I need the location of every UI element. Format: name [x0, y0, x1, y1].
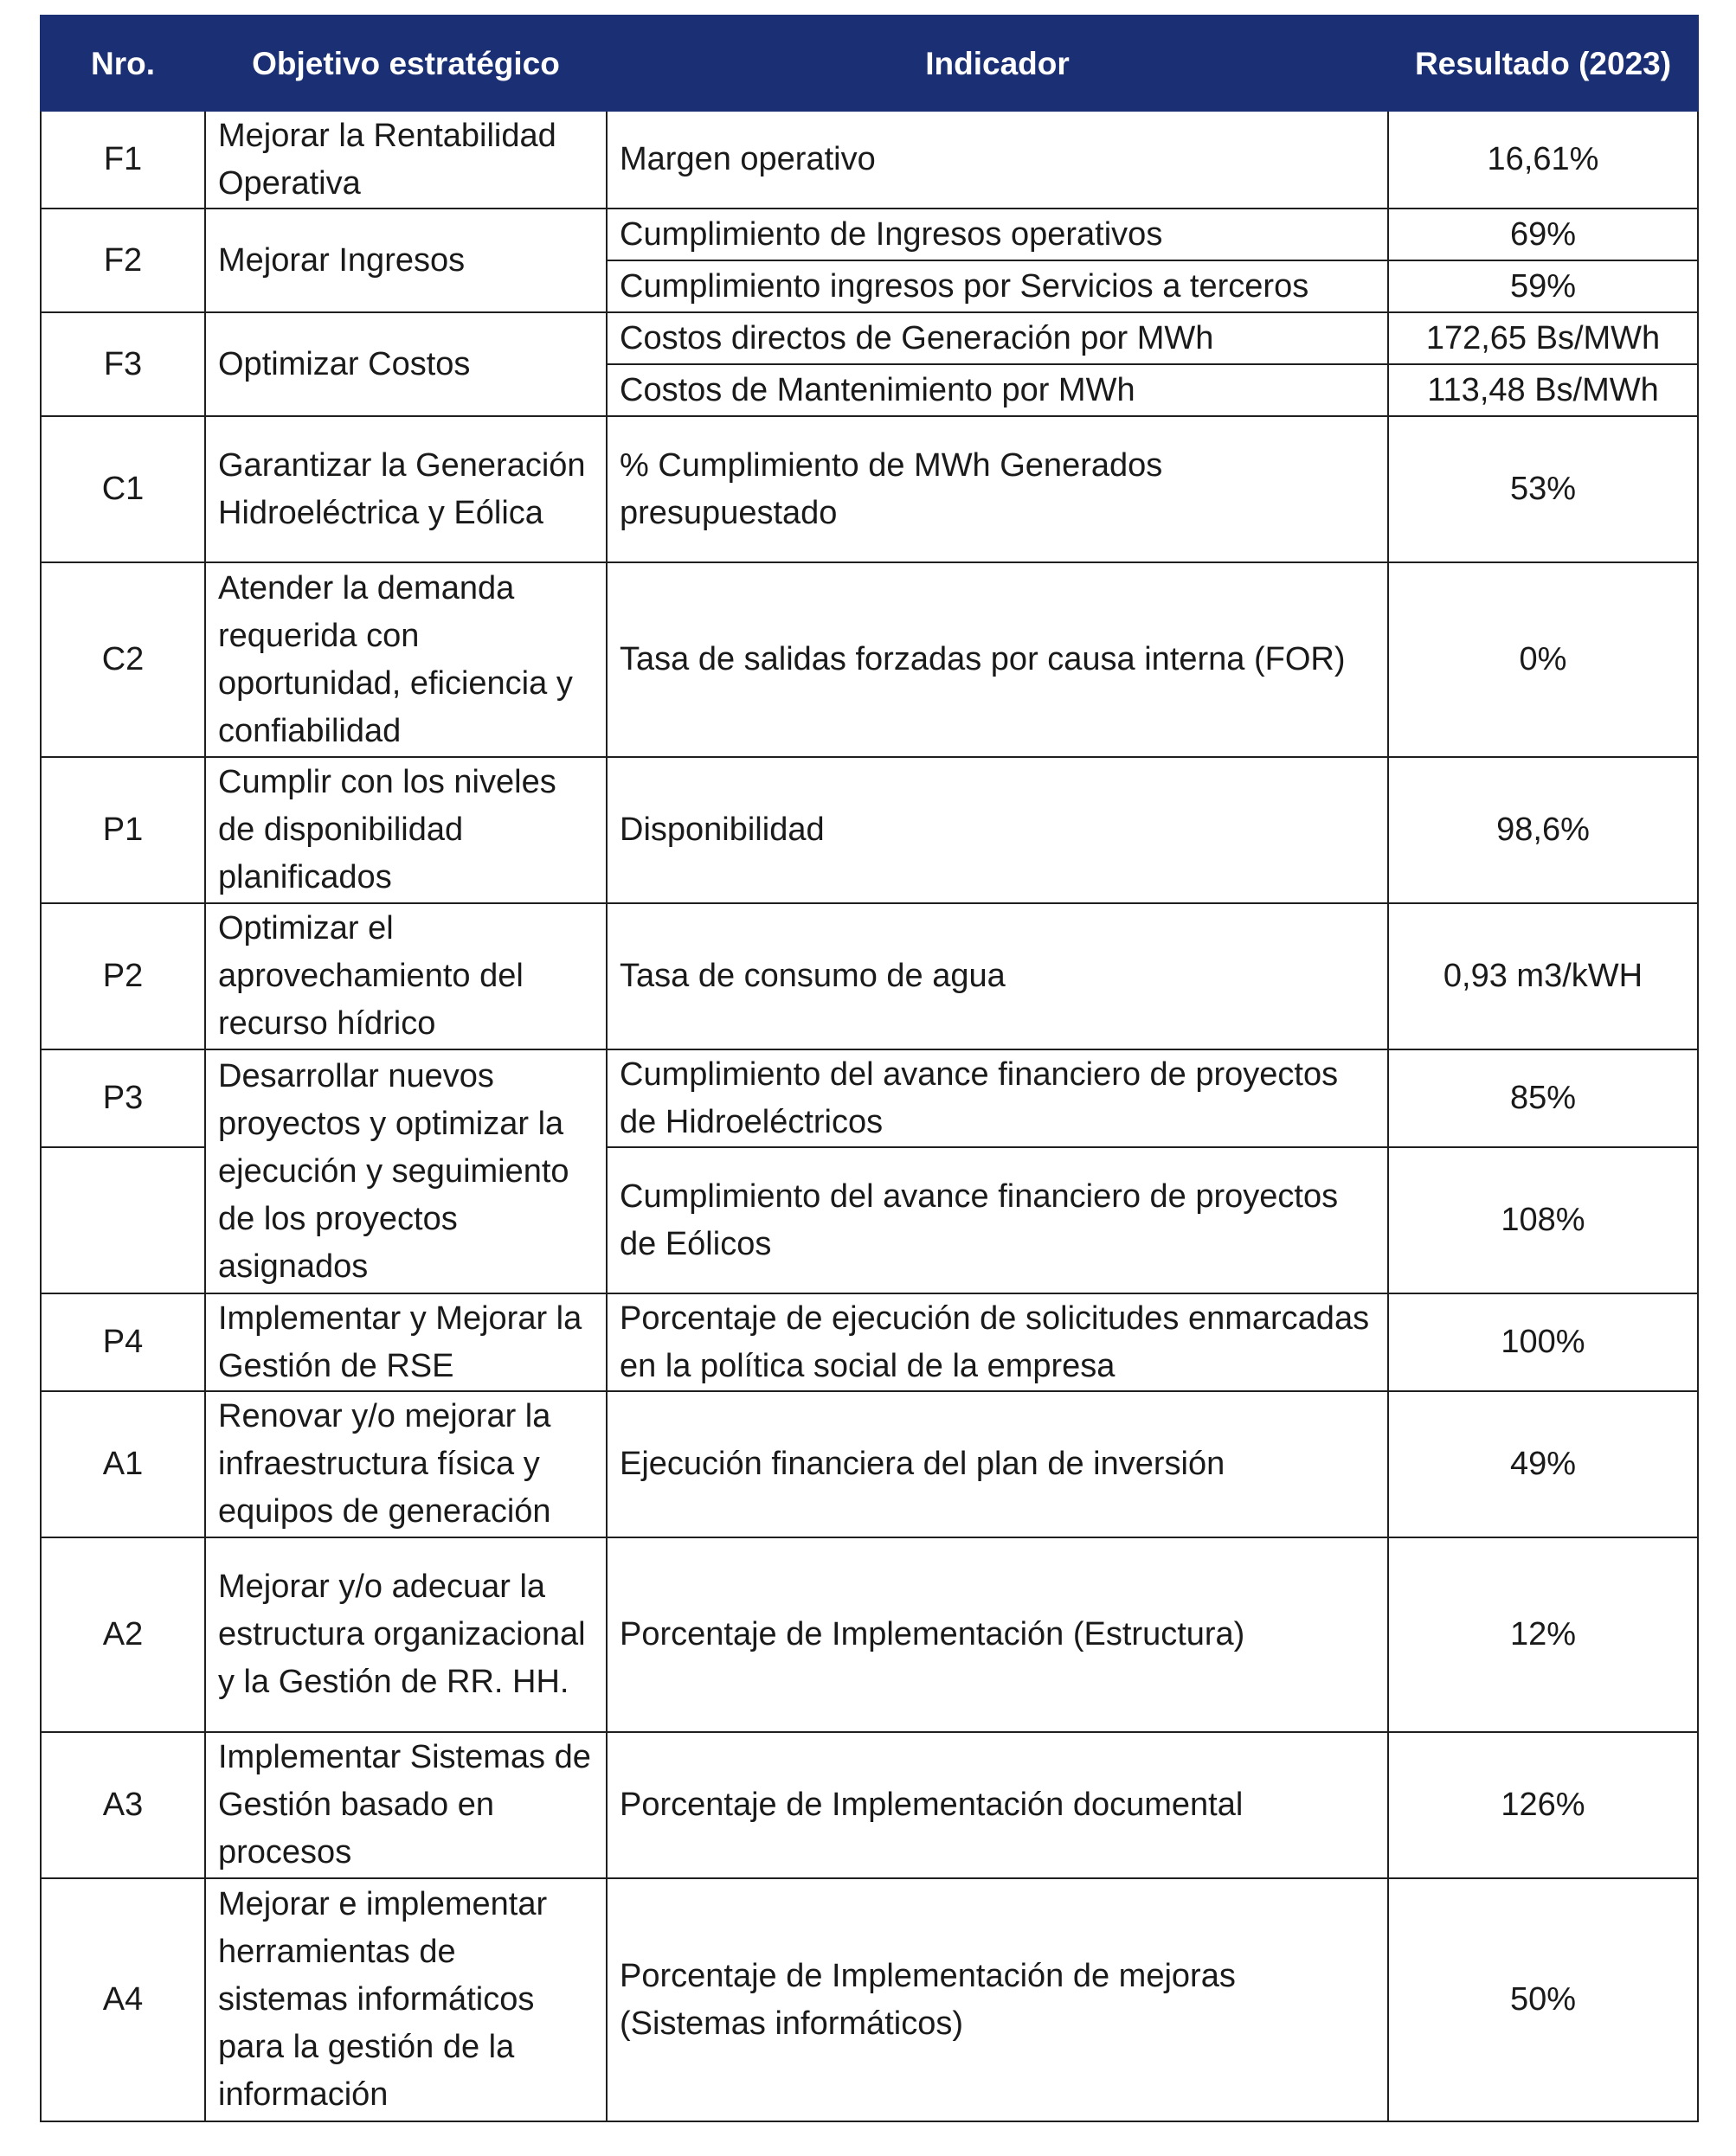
cell-indicador: Cumplimiento de Ingresos operativos [607, 209, 1388, 260]
header-indicador: Indicador [607, 16, 1388, 111]
table-row [41, 1049, 1698, 1147]
cell-indicador: Margen operativo [607, 111, 1388, 209]
cell-resultado: 53% [1388, 416, 1698, 562]
cell-nro: A3 [41, 1732, 205, 1878]
cell-resultado: 108% [1388, 1147, 1698, 1293]
table-row [41, 1537, 1698, 1732]
cell-nro: C2 [41, 562, 205, 757]
cell-nro [41, 1147, 205, 1293]
cell-indicador: Tasa de salidas forzadas por causa interna (FOR) [607, 562, 1388, 757]
cell-objetivo: Implementar Sistemas de Gestión basado en procesos [205, 1732, 607, 1878]
cell-nro: A4 [41, 1878, 205, 2121]
cell-objetivo: Mejorar e implementar herramientas de sistemas informáticos para la gestión de la información [205, 1878, 607, 2121]
table-row [41, 1293, 1698, 1391]
cell-indicador: % Cumplimiento de MWh Generados presupuestado [607, 416, 1388, 562]
cell-nro: F1 [41, 111, 205, 209]
cell-resultado: 12% [1388, 1537, 1698, 1732]
cell-nro: A2 [41, 1537, 205, 1732]
table-row [41, 1878, 1698, 2121]
cell-resultado: 172,65 Bs/MWh [1388, 312, 1698, 364]
table-row [41, 903, 1698, 1049]
cell-indicador: Ejecución financiera del plan de inversión [607, 1391, 1388, 1537]
cell-indicador: Tasa de consumo de agua [607, 903, 1388, 1049]
cell-resultado: 69% [1388, 209, 1698, 260]
cell-nro: F3 [41, 312, 205, 416]
cell-resultado: 98,6% [1388, 757, 1698, 903]
cell-nro: F2 [41, 209, 205, 312]
table-row [41, 416, 1698, 562]
table-row [41, 209, 1698, 260]
cell-resultado: 85% [1388, 1049, 1698, 1147]
table-row [41, 111, 1698, 209]
cell-indicador: Porcentaje de ejecución de solicitudes enmarcadas en la política social de la empresa [607, 1293, 1388, 1391]
cell-resultado: 50% [1388, 1878, 1698, 2121]
table-row [41, 1391, 1698, 1537]
cell-indicador: Costos de Mantenimiento por MWh [607, 364, 1388, 416]
cell-resultado: 0,93 m3/kWH [1388, 903, 1698, 1049]
header-nro: Nro. [41, 16, 205, 111]
cell-objetivo: Atender la demanda requerida con oportunidad, eficiencia y confiabilidad [205, 562, 607, 757]
cell-resultado: 49% [1388, 1391, 1698, 1537]
cell-indicador: Cumplimiento ingresos por Servicios a terceros [607, 260, 1388, 312]
cell-indicador: Cumplimiento del avance financiero de proyectos de Hidroeléctricos [607, 1049, 1388, 1147]
header-resultado: Resultado (2023) [1388, 16, 1698, 111]
cell-indicador: Porcentaje de Implementación documental [607, 1732, 1388, 1878]
cell-objetivo: Optimizar el aprovechamiento del recurso hídrico [205, 903, 607, 1049]
cell-resultado: 126% [1388, 1732, 1698, 1878]
table-row [41, 1732, 1698, 1878]
cell-indicador: Porcentaje de Implementación de mejoras (Sistemas informáticos) [607, 1878, 1388, 2121]
cell-objetivo: Mejorar y/o adecuar la estructura organizacional y la Gestión de RR. HH. [205, 1537, 607, 1732]
cell-resultado: 0% [1388, 562, 1698, 757]
cell-objetivo: Cumplir con los niveles de disponibilidad planificados [205, 757, 607, 903]
cell-nro: P4 [41, 1293, 205, 1391]
cell-objetivo: Mejorar la Rentabilidad Operativa [205, 111, 607, 209]
cell-resultado: 16,61% [1388, 111, 1698, 209]
cell-objetivo: Implementar y Mejorar la Gestión de RSE [205, 1293, 607, 1391]
cell-objetivo: Garantizar la Generación Hidroeléctrica y Eólica [205, 416, 607, 562]
cell-nro: C1 [41, 416, 205, 562]
cell-indicador: Disponibilidad [607, 757, 1388, 903]
cell-nro: P1 [41, 757, 205, 903]
cell-objetivo: Optimizar Costos [205, 312, 607, 416]
cell-indicador: Costos directos de Generación por MWh [607, 312, 1388, 364]
strategic-objectives-table [40, 15, 1699, 2122]
cell-objetivo: Desarrollar nuevos proyectos y optimizar la ejecución y seguimiento de los proyectos asignados [205, 1049, 607, 1293]
table-row [41, 312, 1698, 364]
cell-resultado: 113,48 Bs/MWh [1388, 364, 1698, 416]
cell-resultado: 59% [1388, 260, 1698, 312]
header-objetivo: Objetivo estratégico [205, 16, 607, 111]
header-row [41, 16, 1698, 111]
cell-nro: A1 [41, 1391, 205, 1537]
cell-indicador: Porcentaje de Implementación (Estructura) [607, 1537, 1388, 1732]
cell-nro: P2 [41, 903, 205, 1049]
cell-indicador: Cumplimiento del avance financiero de proyectos de Eólicos [607, 1147, 1388, 1293]
cell-resultado: 100% [1388, 1293, 1698, 1391]
table-row [41, 562, 1698, 757]
cell-objetivo: Mejorar Ingresos [205, 209, 607, 312]
cell-objetivo: Renovar y/o mejorar la infraestructura física y equipos de generación [205, 1391, 607, 1537]
table-row [41, 757, 1698, 903]
cell-nro: P3 [41, 1049, 205, 1147]
